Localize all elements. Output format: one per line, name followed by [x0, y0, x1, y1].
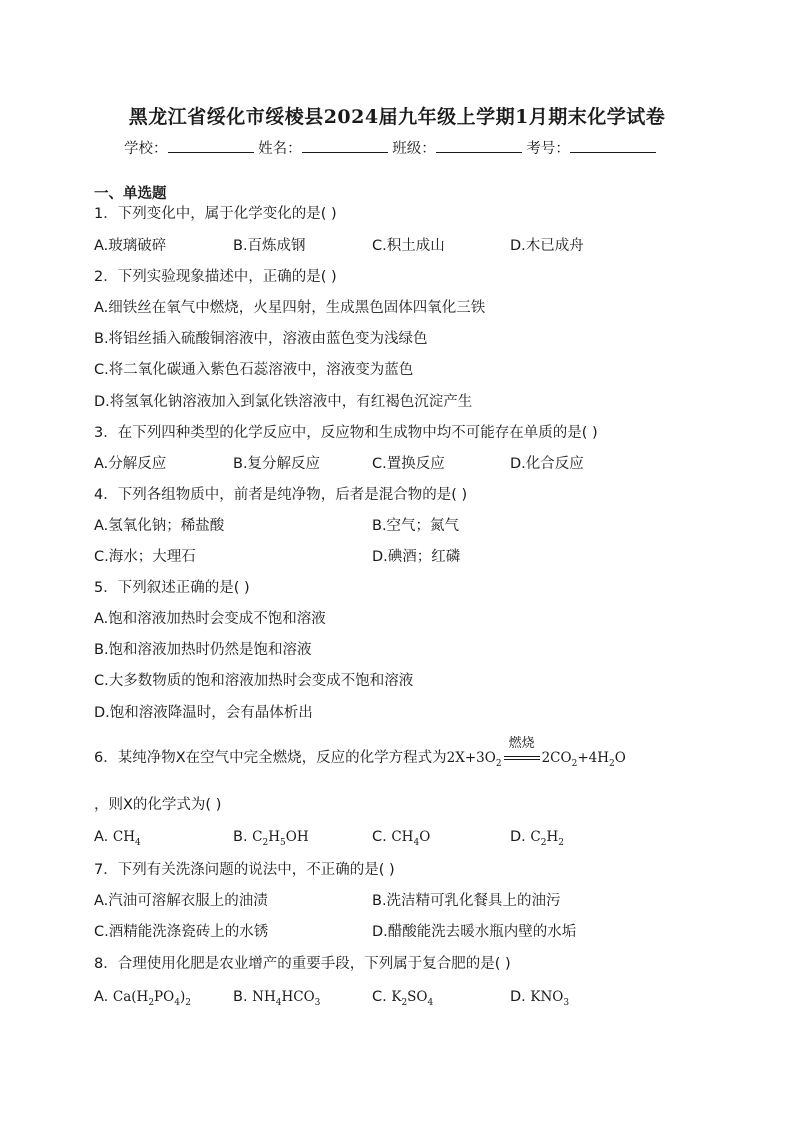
question-stem: 1．下列变化中，属于化学变化的是( ) [94, 206, 337, 222]
option-c: C.置换反应 [372, 456, 445, 472]
class-label: 班级： [392, 141, 436, 157]
question-stem-continued: ，则X的化学式为( ) [94, 797, 222, 813]
option-d: D.将氢氧化钠溶液加入到氯化铁溶液中，有红褐色沉淀产生 [94, 394, 473, 410]
option-c: C.积土成山 [372, 238, 445, 254]
equation-reactants: $2X+3O_2$ [446, 750, 502, 769]
option-a: A.氢氧化钠；稀盐酸 [94, 518, 225, 534]
question-stem: 8．合理使用化肥是农业增产的重要手段，下列属于复合肥的是( ) [94, 956, 511, 972]
option-b: B.百炼成钢 [233, 238, 306, 254]
option-a: A. $Ca(H_2PO_4)_2$ [94, 989, 191, 1008]
option-d: D.饱和溶液降温时，会有晶体析出 [94, 705, 313, 721]
option-a: A. $CH_4$ [94, 829, 141, 848]
option-b: B. $C_2H_5OH$ [233, 829, 309, 848]
option-a: A.玻璃破碎 [94, 238, 167, 254]
option-a: A.汽油可溶解衣服上的油渍 [94, 893, 268, 909]
question-stem: 3．在下列四种类型的化学反应中，反应物和生成物中均不可能存在单质的是( ) [94, 425, 598, 441]
option-b: B.洗洁精可乳化餐具上的油污 [372, 893, 561, 909]
option-b: B. $NH_4HCO_3$ [233, 989, 321, 1008]
number-label: 考号： [526, 141, 570, 157]
option-b: B.将铝丝插入硫酸铜溶液中，溶液由蓝色变为浅绿色 [94, 331, 428, 347]
option-a: A.分解反应 [94, 456, 167, 472]
equation-products: $2CO_2+4H_2O$ [541, 750, 626, 769]
question-stem: 5．下列叙述正确的是( ) [94, 580, 250, 596]
exam-title: 黑龙江省绥化市绥棱县2024届九年级上学期1月期末化学试卷 [128, 106, 666, 128]
number-blank [570, 138, 656, 153]
class-blank [436, 138, 522, 153]
option-c: C.海水；大理石 [94, 549, 196, 565]
option-d: D.醋酸能洗去暖水瓶内壁的水垢 [372, 924, 577, 940]
option-d: D.碘酒；红磷 [372, 549, 461, 565]
option-c: C.大多数物质的饱和溶液加热时会变成不饱和溶液 [94, 673, 414, 689]
question-stem: 2．下列实验现象描述中，正确的是( ) [94, 269, 337, 285]
name-blank [302, 138, 388, 153]
option-d: D. $KNO_3$ [510, 989, 570, 1008]
option-d: D.木已成舟 [510, 238, 584, 254]
option-c: C. $CH_4O$ [372, 829, 431, 848]
section-heading: 一、单选题 [94, 186, 167, 202]
school-blank [168, 138, 254, 153]
school-label: 学校： [124, 141, 168, 157]
name-label: 姓名： [258, 141, 302, 157]
option-b: B.复分解反应 [233, 456, 321, 472]
option-a: A.饱和溶液加热时会变成不饱和溶液 [94, 611, 326, 627]
reaction-condition: 燃烧 [508, 736, 535, 751]
student-info-line [124, 137, 656, 158]
option-c: C. $K_2SO_4$ [372, 989, 434, 1008]
equation-arrow [502, 736, 542, 768]
question-stem [94, 736, 626, 774]
option-d: D.化合反应 [510, 456, 584, 472]
question-stem-text: 6．某纯净物X在空气中完全燃烧，反应的化学方程式为 [94, 750, 447, 766]
option-b: B.饱和溶液加热时仍然是饱和溶液 [94, 642, 312, 658]
option-d: D. $C_2H_2$ [510, 829, 564, 848]
option-b: B.空气；氮气 [372, 518, 460, 534]
question-stem: 4．下列各组物质中，前者是纯净物，后者是混合物的是( ) [94, 487, 468, 503]
option-c: C.酒精能洗涤瓷砖上的水锈 [94, 924, 269, 940]
option-c: C.将二氧化碳通入紫色石蕊溶液中，溶液变为蓝色 [94, 362, 414, 378]
option-a: A.细铁丝在氧气中燃烧，火星四射，生成黑色固体四氧化三铁 [94, 300, 486, 316]
question-stem: 7．下列有关洗涤问题的说法中，不正确的是( ) [94, 862, 395, 878]
